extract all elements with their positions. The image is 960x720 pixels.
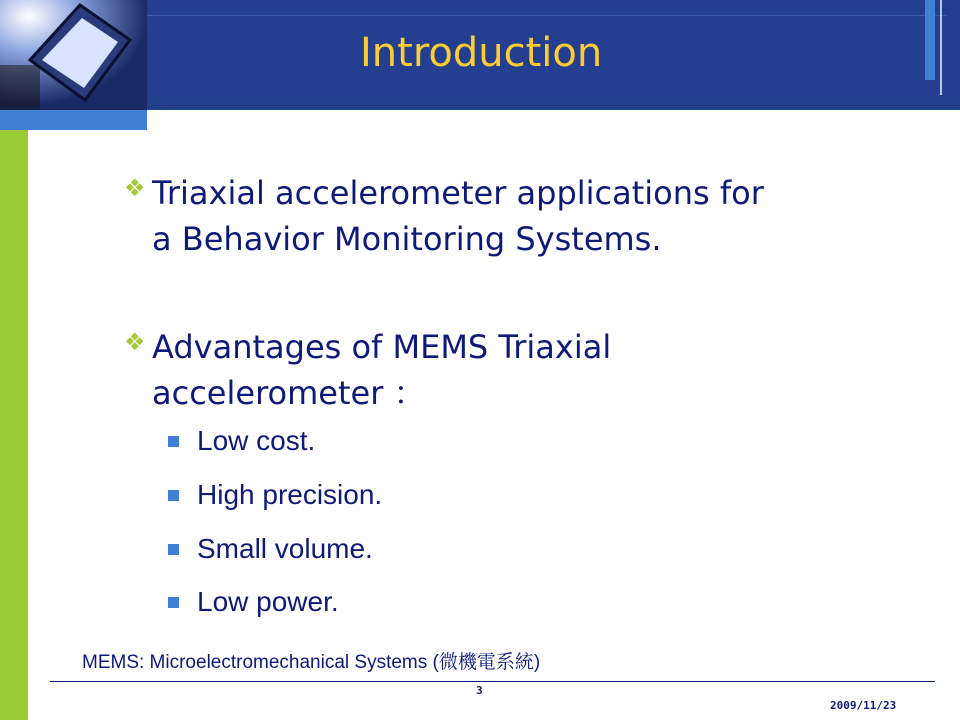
sub-bullet-item	[168, 425, 315, 457]
slide-date: 2009/11/23	[830, 699, 897, 712]
footer-divider	[50, 681, 935, 682]
sub-bullet-text: Small volume.	[197, 533, 373, 564]
square-bullet-icon	[168, 490, 179, 501]
bullet-text	[152, 324, 611, 416]
sub-bullet-text: High precision.	[197, 479, 383, 510]
slide-title: Introduction	[360, 30, 603, 76]
bullet-text	[152, 170, 764, 262]
bullet-item	[124, 170, 764, 262]
sub-bullet-item	[168, 479, 382, 511]
bullet-line: accelerometer ：	[152, 374, 426, 412]
decorative-bar	[925, 0, 935, 80]
left-accent-bar	[0, 130, 28, 720]
sub-bullet-item	[168, 533, 373, 565]
sub-bullet-text: Low cost.	[197, 425, 316, 456]
accent-strip	[0, 110, 147, 130]
sub-bullet-text: Low power.	[197, 586, 339, 617]
header-divider	[147, 15, 947, 16]
bullet-line: a Behavior Monitoring Systems.	[152, 220, 662, 258]
sub-bullet-item	[168, 586, 339, 618]
footnote: MEMS: Microelectromechanical Systems (微機電系統)	[82, 652, 541, 673]
monitor-logo-icon	[0, 0, 147, 110]
diamond-bullet-icon: ❖	[124, 174, 146, 202]
bullet-item	[124, 324, 611, 416]
square-bullet-icon	[168, 544, 179, 555]
page-number: 3	[476, 684, 483, 697]
square-bullet-icon	[168, 597, 179, 608]
bullet-line: Triaxial accelerometer applications for	[152, 174, 764, 212]
decorative-line	[940, 0, 942, 95]
square-bullet-icon	[168, 436, 179, 447]
diamond-bullet-icon: ❖	[124, 328, 146, 356]
bullet-line: Advantages of MEMS Triaxial	[152, 328, 612, 366]
